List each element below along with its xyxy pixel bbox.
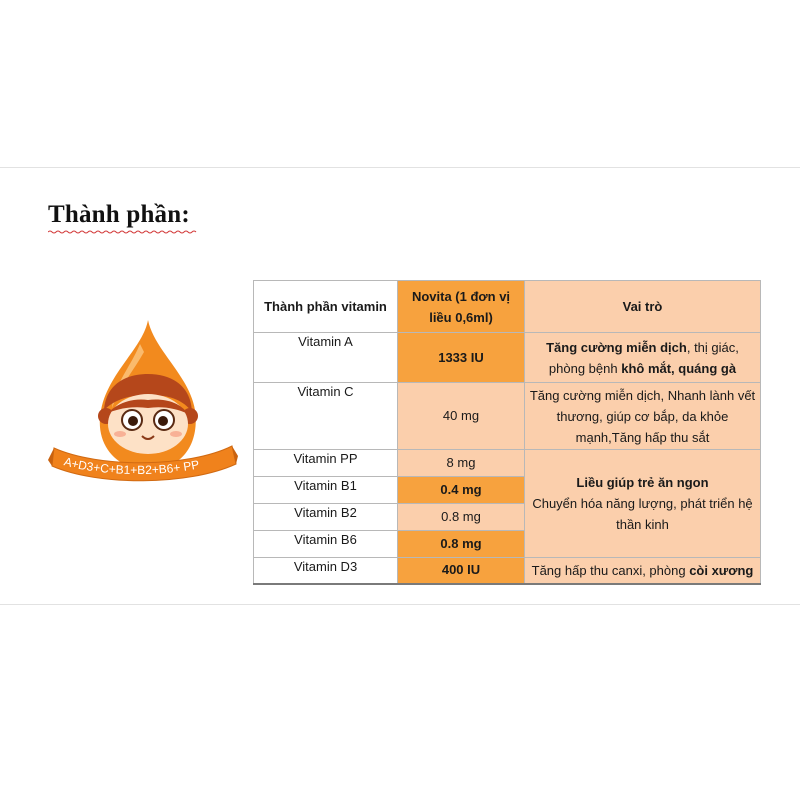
row-name-vitamin-b2: Vitamin B2 — [254, 504, 398, 531]
bottom-divider — [0, 604, 800, 605]
row-amount-vitamin-a: 1333 IU — [398, 333, 525, 383]
section-heading — [48, 201, 190, 229]
row-amount-vitamin-pp: 8 mg — [398, 450, 525, 477]
row-name-vitamin-pp: Vitamin PP — [254, 450, 398, 477]
section-heading-text: Thành phần: — [48, 201, 190, 228]
row-amount-vitamin-b1: 0.4 mg — [398, 477, 525, 504]
role-vitamin-d3: Tăng hấp thu canxi, phòng còi xương — [525, 558, 761, 584]
role-b-group — [525, 450, 761, 558]
row-name-vitamin-b1: Vitamin B1 — [254, 477, 398, 504]
header-name: Thành phần vitamin — [254, 281, 398, 333]
spellcheck-underline — [48, 230, 198, 234]
row-name-vitamin-a: Vitamin A — [254, 333, 398, 383]
role-vitamin-c: Tăng cường miễn dịch, Nhanh lành vết thương, giúp cơ bắp, da khỏe mạnh,Tăng hấp thu sắt — [525, 383, 761, 450]
row-amount-vitamin-d3: 400 IU — [398, 558, 525, 584]
row-amount-vitamin-b6: 0.8 mg — [398, 531, 525, 558]
row-name-vitamin-b6: Vitamin B6 — [254, 531, 398, 558]
row-name-vitamin-c: Vitamin C — [254, 383, 398, 450]
top-divider — [0, 167, 800, 168]
role-b-group-title: Liều giúp trẻ ăn ngon — [576, 475, 709, 490]
row-amount-vitamin-b2: 0.8 mg — [398, 504, 525, 531]
role-vitamin-a: Tăng cường miễn dịch, thị giác, phòng bệnh khô mắt, quáng gà — [525, 333, 761, 383]
table-row — [254, 333, 761, 383]
vitamin-table — [253, 280, 761, 585]
table-header-row — [254, 281, 761, 333]
table-row — [254, 383, 761, 450]
vitamin-drop-mascot — [48, 318, 238, 488]
header-amount — [398, 281, 525, 333]
table-row — [254, 450, 761, 477]
row-amount-vitamin-c: 40 mg — [398, 383, 525, 450]
row-name-vitamin-d3: Vitamin D3 — [254, 558, 398, 584]
header-amount-line1: Novita (1 đơn vị — [411, 288, 511, 304]
header-amount-line2: liều 0,6ml) — [429, 309, 493, 325]
header-role: Vai trò — [525, 281, 761, 333]
table-row — [254, 558, 761, 584]
banner-text: A+D3+C+B1+B2+B6+ PP — [62, 454, 201, 478]
role-b-group-text: Chuyển hóa năng lượng, phát triển hệ thần kinh — [532, 496, 753, 532]
